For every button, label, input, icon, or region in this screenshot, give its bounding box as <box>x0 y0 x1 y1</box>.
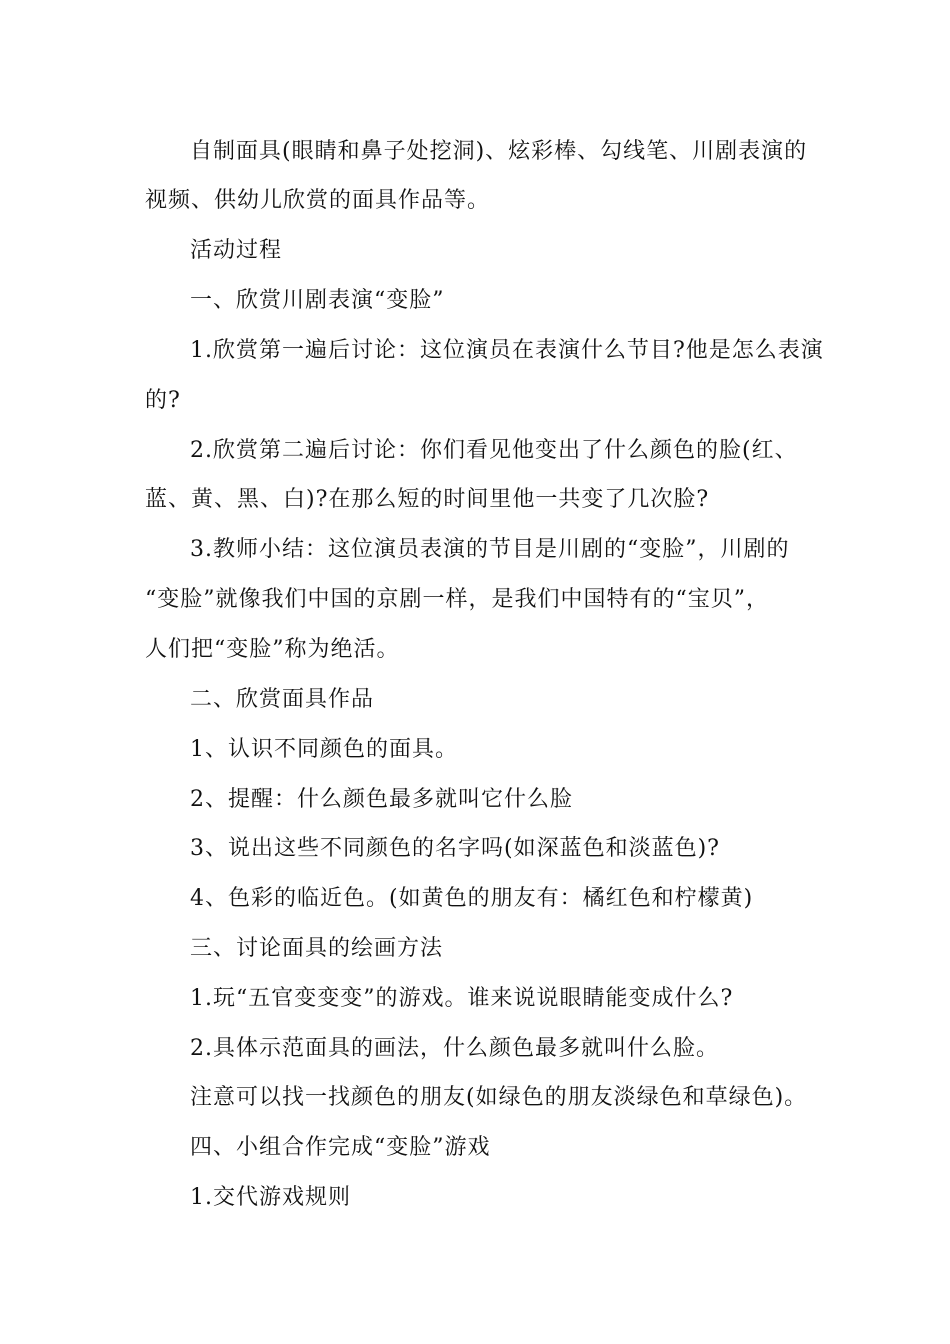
text-line: 视频、供幼儿欣赏的面具作品等。 <box>145 188 491 213</box>
section-heading: 二、欣赏面具作品 <box>190 687 375 712</box>
text-line: 蓝、黄、黑、白)?在那么短的时间里他一共变了几次脸? <box>145 487 710 512</box>
text-line: 自制面具(眼睛和鼻子处挖洞)、炫彩棒、勾线笔、川剧表演的 <box>190 139 808 164</box>
text-line: 1.欣赏第一遍后讨论：这位演员在表演什么节目?他是怎么表演 <box>190 338 824 363</box>
list-item: 1.玩“五官变变变”的游戏。谁来说说眼睛能变成什么? <box>190 986 734 1011</box>
text-line: 人们把“变脸”称为绝活。 <box>145 637 400 662</box>
text-line: 2.欣赏第二遍后讨论：你们看见他变出了什么颜色的脸(红、 <box>190 438 798 463</box>
text-line: 注意可以找一找颜色的朋友(如绿色的朋友淡绿色和草绿色)。 <box>190 1085 808 1110</box>
section-heading: 活动过程 <box>190 238 283 263</box>
text-line: “变脸”就像我们中国的京剧一样，是我们中国特有的“宝贝”， <box>145 587 769 612</box>
list-item: 1、认识不同颜色的面具。 <box>190 737 458 762</box>
text-line: 的? <box>145 388 181 413</box>
list-item: 3、说出这些不同颜色的名字吗(如深蓝色和淡蓝色)? <box>190 836 720 861</box>
section-heading: 三、讨论面具的绘画方法 <box>190 936 444 961</box>
list-item: 2.具体示范面具的画法，什么颜色最多就叫什么脸。 <box>190 1036 719 1061</box>
list-item: 4、色彩的临近色。(如黄色的朋友有：橘红色和柠檬黄) <box>190 886 754 911</box>
section-heading: 四、小组合作完成“变脸”游戏 <box>190 1135 491 1160</box>
list-item: 1.交代游戏规则 <box>190 1185 351 1210</box>
section-heading: 一、欣赏川剧表演“变脸” <box>190 288 445 313</box>
list-item: 2、提醒：什么颜色最多就叫它什么脸 <box>190 787 573 812</box>
text-line: 3.教师小结：这位演员表演的节目是川剧的“变脸”，川剧的 <box>190 537 790 562</box>
